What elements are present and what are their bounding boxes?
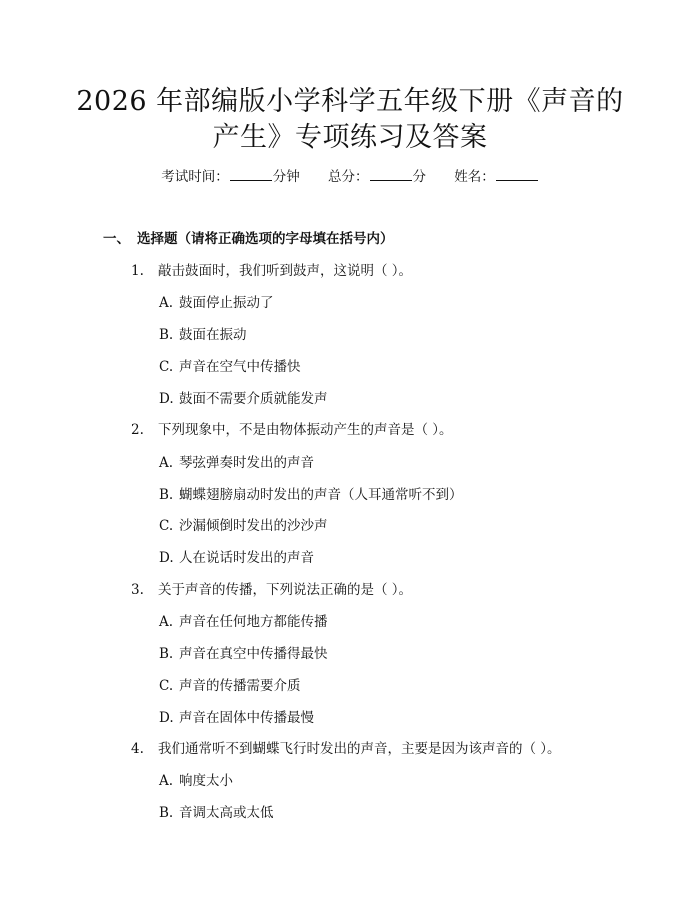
option-2b — [159, 485, 463, 505]
total-score-field — [328, 169, 430, 185]
option-letter: C. — [159, 518, 174, 534]
exam-time-label: 考试时间： — [161, 169, 229, 185]
question-number: 1. — [131, 263, 144, 279]
exam-info — [0, 167, 700, 187]
option-2c — [159, 516, 328, 536]
total-score-label: 总分： — [328, 169, 369, 185]
option-text: 声音在固体中传播最慢 — [179, 710, 314, 726]
option-text: 蝴蝶翅膀扇动时发出的声音（人耳通常听不到） — [179, 487, 463, 503]
question-4 — [131, 739, 561, 759]
student-name-label: 姓名： — [454, 169, 495, 185]
option-3a — [159, 612, 328, 632]
total-score-unit: 分 — [412, 169, 426, 185]
option-2a — [159, 453, 314, 473]
option-1b — [159, 325, 247, 345]
option-4b — [159, 803, 274, 823]
student-name-field — [454, 169, 539, 185]
question-number: 3. — [131, 582, 144, 598]
total-score-blank — [370, 168, 412, 181]
option-letter: C. — [159, 359, 174, 375]
question-1 — [131, 261, 412, 281]
option-text: 人在说话时发出的声音 — [179, 550, 314, 566]
question-text: 下列现象中，不是由物体振动产生的声音是（ ）。 — [158, 422, 453, 438]
page-title-line-1: 2026 年部编版小学科学五年级下册《声音的 — [76, 86, 624, 117]
option-text: 音调太高或太低 — [179, 805, 274, 821]
option-letter: C. — [159, 678, 174, 694]
section-number: 一、 — [103, 231, 130, 247]
option-text: 琴弦弹奏时发出的声音 — [179, 455, 314, 471]
option-letter: B. — [159, 487, 174, 503]
option-text: 声音在空气中传播快 — [179, 359, 301, 375]
question-number: 2. — [131, 422, 144, 438]
exam-time-blank — [230, 168, 272, 181]
option-letter: A. — [159, 455, 174, 471]
exam-time-field — [161, 169, 304, 185]
question-text: 关于声音的传播，下列说法正确的是（ ）。 — [158, 582, 413, 598]
option-1d — [159, 389, 328, 409]
option-text: 鼓面在振动 — [179, 327, 247, 343]
student-name-blank — [496, 168, 538, 181]
option-letter: A. — [159, 614, 174, 630]
option-letter: B. — [159, 805, 174, 821]
option-text: 声音的传播需要介质 — [179, 678, 301, 694]
option-letter: D. — [159, 550, 174, 566]
option-4a — [159, 771, 233, 791]
option-letter: D. — [159, 391, 174, 407]
option-text: 鼓面停止振动了 — [179, 295, 274, 311]
option-letter: A. — [159, 773, 174, 789]
option-3b — [159, 644, 328, 664]
option-letter: A. — [159, 295, 174, 311]
option-3d — [159, 708, 314, 728]
question-number: 4. — [131, 741, 144, 757]
option-letter: D. — [159, 710, 174, 726]
question-3 — [131, 580, 412, 600]
page-title-line-2: 产生》专项练习及答案 — [212, 122, 488, 153]
option-1a — [159, 293, 274, 313]
option-text: 声音在真空中传播得最快 — [179, 646, 328, 662]
option-2d — [159, 548, 314, 568]
option-letter: B. — [159, 646, 174, 662]
option-letter: B. — [159, 327, 174, 343]
option-1c — [159, 357, 301, 377]
option-3c — [159, 676, 301, 696]
option-text: 响度太小 — [179, 773, 233, 789]
question-text: 敲击鼓面时，我们听到鼓声，这说明（ ）。 — [158, 263, 413, 279]
option-text: 声音在任何地方都能传播 — [179, 614, 328, 630]
section-title: 选择题（请将正确选项的字母填在括号内） — [137, 231, 394, 247]
option-text: 鼓面不需要介质就能发声 — [179, 391, 328, 407]
option-text: 沙漏倾倒时发出的沙沙声 — [179, 518, 328, 534]
section-heading — [103, 229, 394, 249]
exam-time-unit: 分钟 — [272, 169, 300, 185]
question-2 — [131, 420, 453, 440]
question-text: 我们通常听不到蝴蝶飞行时发出的声音，主要是因为该声音的（ ）。 — [158, 741, 561, 757]
